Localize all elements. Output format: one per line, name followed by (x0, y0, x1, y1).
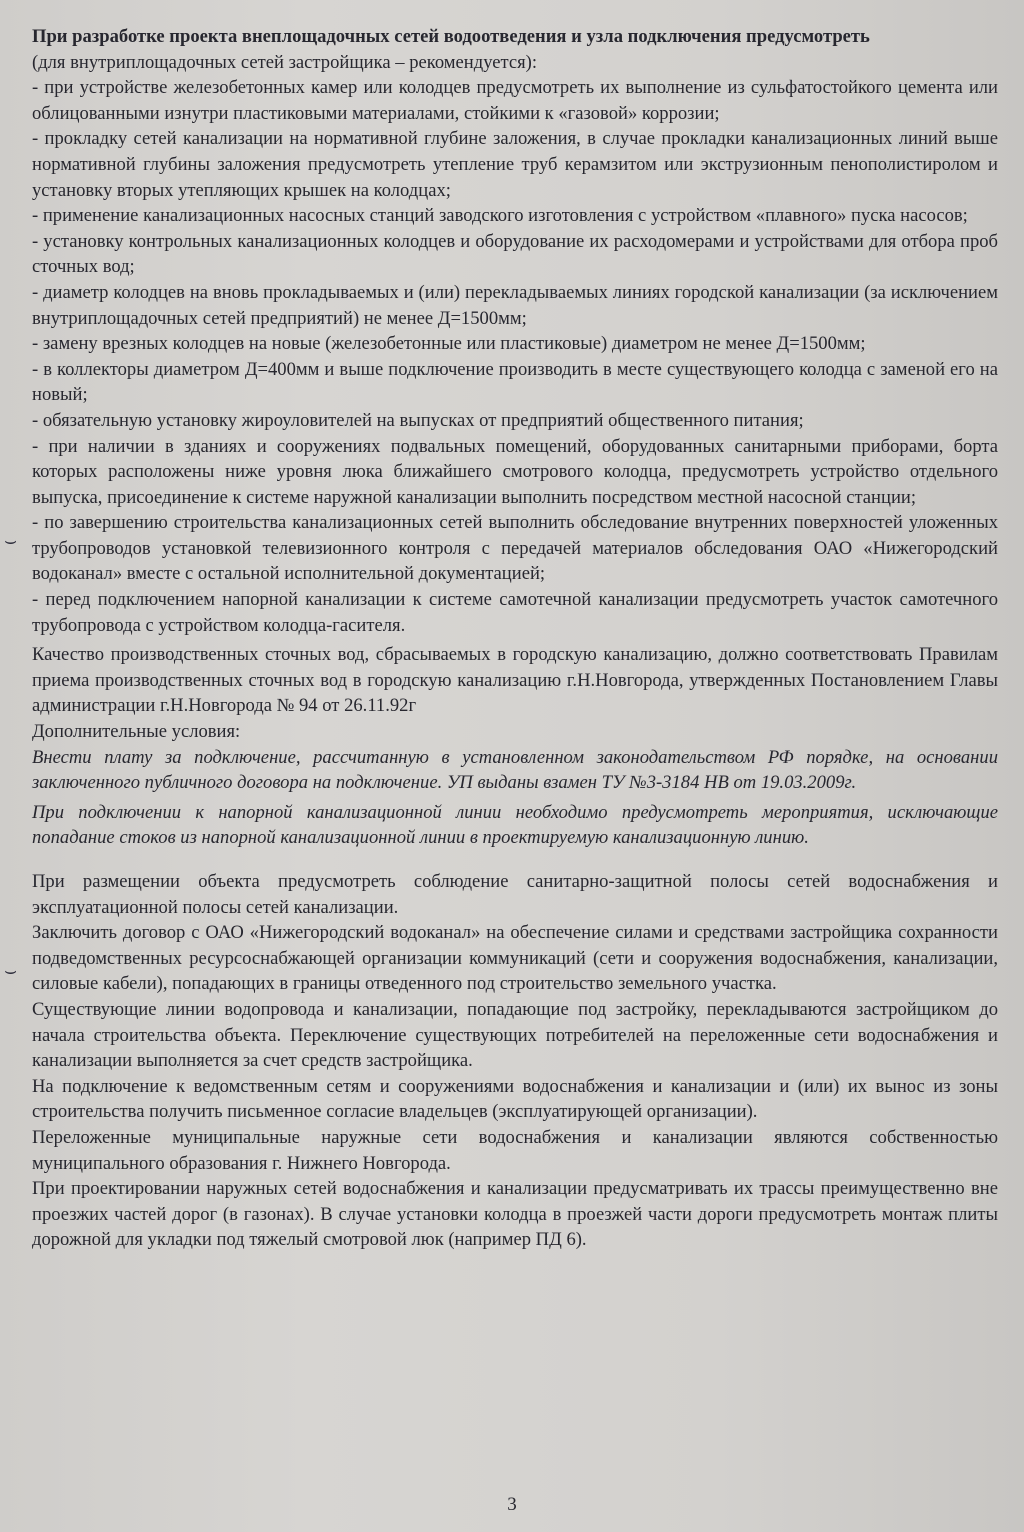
list-item: - замену врезных колодцев на новые (железобетонные или пластиковые) диаметром не менее Д=1500мм; (32, 333, 866, 355)
subheading: (для внутриплощадочных сетей застройщика – рекомендуется): (32, 51, 538, 73)
list-item: - при наличии в зданиях и сооружениях подвальных помещений, оборудованных санитарными приборами, борта которых расположены ниже уровня люка ближайшего смотрового колодца, предусмотреть устройство отдельного выпуска, присоединение к системе наружной канализации выполнить посредством местной насосной станции; (32, 435, 998, 508)
paragraph: При проектировании наружных сетей водоснабжения и канализации предусматривать их трассы преимущественно вне проезжих частей дорог (в газонах). В случае установки колодца в проезжей части дороги предусмотреть монтаж плиты дорожной для укладки под тяжелый смотровой люк (например ПД 6). (32, 1178, 998, 1251)
requirements-list (32, 75, 998, 638)
list-item: - установку контрольных канализационных колодцев и оборудование их расходомерами и устройствами для отбора проб сточных вод; (32, 230, 998, 278)
additional-conditions-label: Дополнительные условия: (32, 721, 241, 743)
italic-paragraph-pressure: При подключении к напорной канализационной линии необходимо предусмотреть мероприятия, исключающие попадание стоков из напорной канализационной линии в проектируемую канализационную линию. (32, 801, 998, 849)
pen-mark-icon: ⌣ (4, 528, 18, 552)
list-item: - при устройстве железобетонных камер или колодцев предусмотреть их выполнение из сульфатостойкого цемента или облицованными изнутри пластиковыми материалами, стойкими к «газовой» коррозии; (32, 77, 998, 124)
list-item: - обязательную установку жироуловителей на выпусках от предприятий общественного питания; (32, 409, 804, 431)
paragraph: Заключить договор с ОАО «Нижегородский водоканал» на обеспечение силами и средствами застройщика сохранности подведомственных ресурсоснабжающей организации коммуникаций (сети и сооружения водоснабжения, канализации, силовые кабели), попадающих в границы отведенного под строительство земельного участка. (32, 922, 998, 995)
list-item: - диаметр колодцев на вновь прокладываемых и (или) перекладываемых линиях городской канализации (за исключением внутриплощадочных сетей предприятий) не менее Д=1500мм; (32, 281, 998, 329)
pen-mark-icon: ⌣ (4, 958, 18, 982)
list-item: - перед подключением напорной канализации к системе самотечной канализации предусмотреть участок самотечного трубопровода с устройством колодца-гасителя. (32, 589, 998, 636)
list-item: - по завершению строительства канализационных сетей выполнить обследование внутренних поверхностей уложенных трубопроводов установкой телевизионного контроля с передачей материалов обследования ОАО «Нижегородский водоканал» вместе с остальной исполнительной документацией; (32, 512, 998, 585)
heading: При разработке проекта внеплощадочных сетей водоотведения и узла подключения предусмотреть (32, 26, 870, 47)
page-number: 3 (507, 1494, 517, 1515)
conditions-section (32, 869, 998, 1253)
paragraph: Переложенные муниципальные наружные сети водоснабжения и канализации являются собственностью муниципального образования г. Нижнего Новгорода. (32, 1126, 998, 1174)
paragraph: На подключение к ведомственным сетям и сооружениями водоснабжения и канализации и (или) их вынос из зоны строительства получить письменное согласие владельцев (эксплуатирующей организации). (32, 1075, 998, 1123)
list-item: - в коллекторы диаметром Д=400мм и выше подключение производить в месте существующего колодца с заменой его на новый; (32, 358, 998, 406)
paragraph: При размещении объекта предусмотреть соблюдение санитарно-защитной полосы сетей водоснабжения и эксплуатационной полосы сетей канализации. (32, 871, 998, 918)
paragraph: Существующие линии водопровода и канализации, попадающие под застройку, перекладываются застройщиком до начала строительства объекта. Переключение существующих потребителей на переложенные сети водоснабжения и канализации выполняется за счет средств застройщика. (32, 998, 998, 1072)
italic-paragraph-payment: Внести плату за подключение, рассчитанную в установленном законодательством РФ порядке, на основании заключенного публичного договора на подключение. УП выданы взамен ТУ №3-3184 НВ от 19.03.2009г. (32, 746, 998, 794)
list-item: - прокладку сетей канализации на нормативной глубине заложения, в случае прокладки канализационных линий выше нормативной глубины заложения предусмотреть утепление труб керамзитом или экструзионным пенополистиролом и установку вторых утепляющих крышек на колодцах; (32, 128, 998, 201)
quality-paragraph: Качество производственных сточных вод, сбрасываемых в городскую канализацию, должно соответствовать Правилам приема производственных сточных вод в городскую канализацию г.Н.Новгорода, утвержденных Постановлением Главы администрации г.Н.Новгорода № 94 от 26.11.92г (32, 644, 998, 717)
list-item: - применение канализационных насосных станций заводского изготовления с устройством «плавного» пуска насосов; (32, 205, 968, 227)
